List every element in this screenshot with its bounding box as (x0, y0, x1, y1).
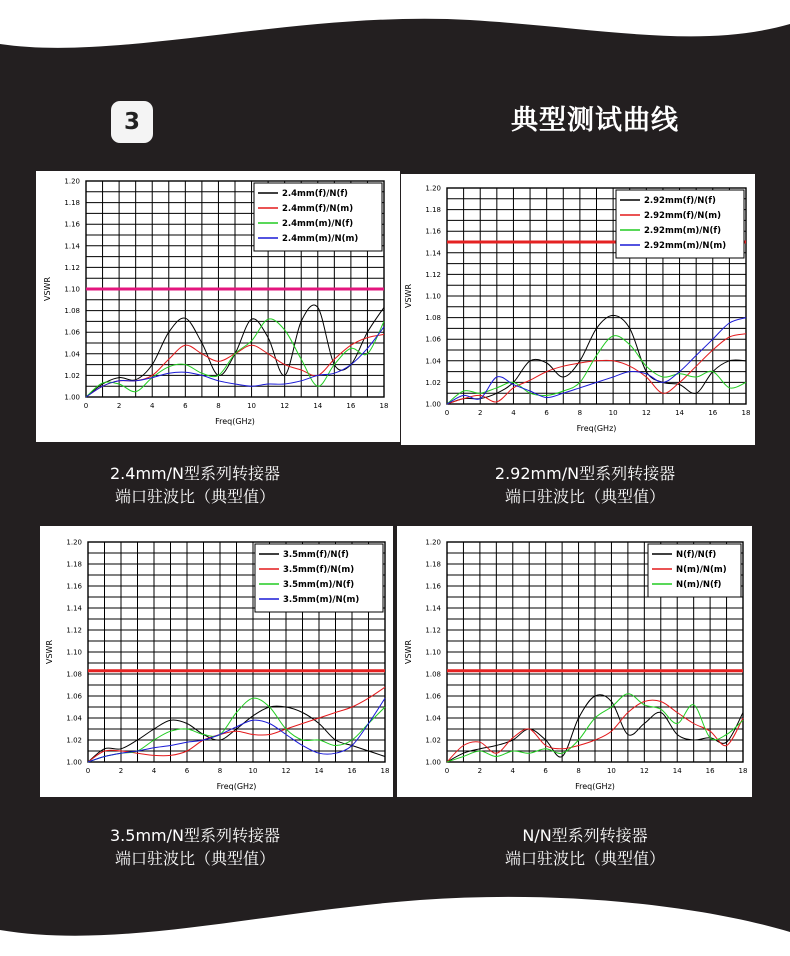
x-tick-label: 18 (741, 409, 751, 417)
x-tick-label: 12 (641, 409, 651, 417)
x-tick-label: 16 (347, 767, 357, 775)
y-tick-label: 1.18 (425, 560, 441, 569)
x-axis-label: Freq(GHz) (575, 782, 615, 791)
y-tick-label: 1.16 (425, 582, 441, 591)
x-tick-label: 8 (577, 409, 583, 417)
y-tick-label: 1.10 (64, 285, 80, 294)
x-tick-label: 6 (184, 767, 190, 775)
y-tick-label: 1.08 (425, 670, 441, 679)
x-tick-label: 8 (217, 767, 223, 775)
legend-label: 2.92mm(f)/N(f) (644, 196, 716, 206)
legend (254, 183, 382, 251)
legend-label: 3.5mm(m)/N(f) (283, 580, 355, 590)
y-tick-label: 1.08 (64, 307, 80, 316)
x-tick-label: 2 (116, 402, 122, 410)
chart-2-4mm-n (36, 171, 400, 442)
chart-3-5mm-n (40, 526, 393, 797)
y-tick-label: 1.18 (64, 199, 80, 208)
y-axis-label: VSWR (45, 639, 54, 665)
y-axis-label: VSWR (404, 639, 413, 665)
x-tick-label: 10 (606, 767, 616, 775)
x-tick-label: 6 (183, 402, 188, 410)
chart-panel-n-n (397, 526, 752, 797)
chart-2-92mm-n (401, 174, 755, 445)
y-tick-label: 1.10 (425, 648, 441, 657)
caption-2-92mm (435, 462, 735, 508)
y-tick-label: 1.06 (66, 692, 82, 701)
x-tick-label: 2 (477, 409, 483, 417)
legend-label: 2.92mm(m)/N(m) (644, 241, 727, 251)
y-tick-label: 1.12 (425, 270, 441, 279)
x-tick-label: 14 (675, 409, 685, 417)
y-tick-label: 1.02 (425, 736, 441, 745)
y-tick-label: 1.08 (66, 670, 82, 679)
x-tick-label: 16 (346, 402, 356, 410)
legend-label: 3.5mm(f)/N(m) (283, 565, 355, 575)
caption-2-4mm (45, 462, 345, 508)
x-tick-label: 12 (281, 767, 291, 775)
x-tick-label: 2 (118, 767, 124, 775)
x-tick-label: 14 (314, 767, 324, 775)
x-tick-label: 18 (738, 767, 748, 775)
x-tick-label: 10 (247, 402, 257, 410)
y-tick-label: 1.20 (64, 177, 80, 186)
y-tick-label: 1.12 (64, 263, 80, 272)
x-axis-label: Freq(GHz) (576, 424, 617, 433)
chart-panel-2-4mm (36, 171, 400, 442)
legend-label: 2.92mm(f)/N(m) (644, 211, 721, 221)
y-tick-label: 1.00 (66, 758, 82, 767)
y-tick-label: 1.04 (66, 714, 82, 723)
y-tick-label: 1.16 (66, 582, 82, 591)
legend-label: 2.4mm(f)/N(m) (282, 204, 354, 214)
y-tick-label: 1.04 (425, 714, 441, 723)
legend (648, 544, 741, 597)
x-tick-label: 8 (576, 767, 581, 775)
x-tick-label: 0 (83, 402, 89, 410)
x-tick-label: 6 (543, 767, 548, 775)
x-tick-label: 8 (216, 402, 221, 410)
x-tick-label: 6 (544, 409, 549, 417)
y-axis-label: VSWR (43, 276, 52, 302)
caption-3-5mm (45, 824, 345, 870)
x-axis-label: Freq(GHz) (215, 417, 255, 426)
x-tick-label: 16 (708, 409, 718, 417)
x-tick-label: 16 (705, 767, 715, 775)
y-tick-label: 1.14 (425, 249, 441, 258)
y-tick-label: 1.20 (66, 538, 82, 547)
y-tick-label: 1.18 (66, 560, 82, 569)
caption-line-1: 3.5mm/N型系列转接器 (110, 826, 280, 845)
caption-line-1: 2.4mm/N型系列转接器 (110, 464, 280, 483)
legend-label: 3.5mm(f)/N(f) (283, 550, 349, 560)
caption-line-1: N/N型系列转接器 (522, 826, 648, 845)
chart-n-n (397, 526, 752, 797)
legend-label: N(f)/N(f) (676, 550, 717, 560)
y-tick-label: 1.02 (66, 736, 82, 745)
x-tick-label: 12 (280, 402, 290, 410)
section-number-badge: 3 (111, 101, 153, 143)
y-tick-label: 1.10 (66, 648, 82, 657)
x-tick-label: 10 (248, 767, 258, 775)
caption-line-2: 端口驻波比（典型值） (114, 487, 275, 506)
legend-label: 2.4mm(m)/N(f) (282, 219, 354, 229)
caption-line-2: 端口驻波比（典型值） (504, 487, 665, 506)
x-tick-label: 0 (444, 409, 450, 417)
y-tick-label: 1.00 (425, 758, 441, 767)
x-tick-label: 4 (510, 767, 516, 775)
x-tick-label: 2 (477, 767, 483, 775)
y-tick-label: 1.18 (425, 206, 441, 215)
caption-line-2: 端口驻波比（典型值） (504, 849, 665, 868)
y-tick-label: 1.20 (425, 538, 441, 547)
x-tick-label: 10 (608, 409, 618, 417)
y-tick-label: 1.08 (425, 314, 441, 323)
y-tick-label: 1.14 (64, 242, 80, 251)
caption-n-n (435, 824, 735, 870)
y-tick-label: 1.14 (425, 604, 441, 613)
x-tick-label: 12 (639, 767, 649, 775)
legend-label: N(m)/N(f) (676, 580, 722, 590)
x-tick-label: 4 (149, 402, 155, 410)
x-tick-label: 18 (380, 767, 390, 775)
y-tick-label: 1.00 (425, 400, 441, 409)
y-tick-label: 1.06 (64, 328, 80, 337)
caption-line-2: 端口驻波比（典型值） (114, 849, 275, 868)
legend-label: 3.5mm(m)/N(m) (283, 595, 360, 605)
caption-line-1: 2.92mm/N型系列转接器 (494, 464, 676, 483)
x-tick-label: 14 (313, 402, 323, 410)
legend-label: 2.4mm(m)/N(m) (282, 234, 359, 244)
legend-label: 2.92mm(m)/N(f) (644, 226, 721, 236)
y-tick-label: 1.14 (66, 604, 82, 613)
y-tick-label: 1.16 (425, 227, 441, 236)
y-tick-label: 1.04 (64, 350, 80, 359)
y-tick-label: 1.12 (66, 626, 82, 635)
x-tick-label: 0 (444, 767, 450, 775)
y-tick-label: 1.06 (425, 335, 441, 344)
y-tick-label: 1.06 (425, 692, 441, 701)
x-axis-label: Freq(GHz) (216, 782, 257, 791)
y-tick-label: 1.10 (425, 292, 441, 301)
x-tick-label: 4 (511, 409, 516, 417)
y-tick-label: 1.02 (64, 371, 80, 380)
legend-label: 2.4mm(f)/N(f) (282, 189, 348, 199)
chart-panel-2-92mm (401, 174, 755, 445)
y-tick-label: 1.16 (64, 220, 80, 229)
x-tick-label: 0 (85, 767, 91, 775)
x-tick-label: 14 (672, 767, 682, 775)
y-tick-label: 1.04 (425, 357, 441, 366)
y-tick-label: 1.20 (425, 184, 441, 193)
chart-panel-3-5mm (40, 526, 393, 797)
x-tick-label: 4 (151, 767, 157, 775)
section-title: 典型测试曲线 (511, 105, 679, 136)
legend-label: N(m)/N(m) (676, 565, 727, 575)
legend (616, 190, 744, 258)
y-tick-label: 1.00 (64, 393, 80, 402)
legend (255, 544, 383, 612)
y-axis-label: VSWR (404, 283, 413, 309)
y-tick-label: 1.02 (425, 378, 441, 387)
y-tick-label: 1.12 (425, 626, 441, 635)
x-tick-label: 18 (379, 402, 389, 410)
